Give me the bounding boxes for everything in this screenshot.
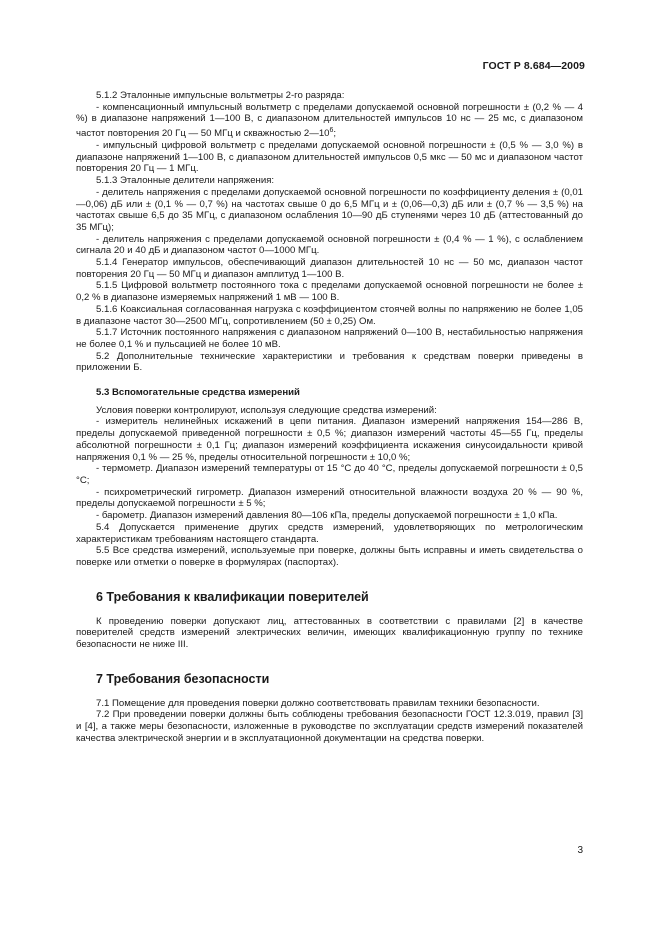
clause-5-1-2-item-b: - импульсный цифровой вольтметр с пределами допускаемой основной погрешности ± (0,5 % — 3,0 %) в диапазоне напряжений 1—100 В, с диапазоном длительностей импульсов 0,5 мкс — 50 мс и диапазоном частот повторения 20 Гц — 1 МГц.: [76, 140, 583, 175]
clause-5-1-2-item-a: [76, 102, 583, 140]
clause-5-3-item-a: - измеритель нелинейных искажений в цепи питания. Диапазон измерений напряжения 154—286 В, пределы допускаемой приведенной погрешности ± 0,5 %; диапазон измерений частоты 45—55 Гц, пределы абсолютной погрешности ± 0,1 Гц; диапазон измерений коэффициента искажения синусоидальности кривой напряжения 0,1 % — 25 %, пределы относительной погрешности ± 10,0 %;: [76, 416, 583, 463]
clause-5-1-6: 5.1.6 Коаксиальная согласованная нагрузка с коэффициентом стоячей волны по напряжению не более 1,05 в диапазоне частот 30—2500 МГц, сопротивлением (50 ± 0,25) Ом.: [76, 303, 583, 327]
clause-5-1-3-title: 5.1.3 Эталонные делители напряжения:: [96, 175, 275, 187]
clause-5-1-5: 5.1.5 Цифровой вольтметр постоянного тока с пределами допускаемой основной погрешности не более ± 0,2 % в диапазоне измеряемых напряжений 1 мВ — 100 В.: [76, 280, 583, 304]
clause-5-1-2-item-a-text: - компенсационный импульсный вольтметр с пределами допускаемой основной погрешности ± (0,2 % — 4 %) в диапазоне напряжений 1—100 В, с диапазоном длительностей импульсов 10 нс — 25 мс, с диапазоном частот повторения 20 Гц — 50 МГц и скважностью 2—10: [76, 101, 583, 140]
clause-5-1-2-title: 5.1.2 Эталонные импульсные вольтметры 2-го разряда:: [96, 90, 345, 101]
clause-7-1: 7.1 Помещение для проведения поверки должно соответствовать правилам техники безопасности.: [96, 697, 540, 709]
superscript-exponent: 6: [329, 127, 334, 135]
clause-5-1-2-item-a-end: ;: [333, 128, 337, 140]
clause-5-1-4: 5.1.4 Генератор импульсов, обеспечивающий диапазон длительностей 10 нс — 50 мс, диапазон частот повторения 20 Гц — 50 МГц и диапазон амплитуд 1—100 В.: [76, 257, 583, 280]
clause-7-2: 7.2 При проведении поверки должны быть соблюдены требования безопасности ГОСТ 12.3.019, правил [3] и [4], а также меры безопасности, изложенные в руководстве по эксплуатации средств измерений показателей качества электрической энергии и в эксплуатационной документации на средства поверки.: [76, 709, 583, 744]
document-body: [76, 90, 583, 745]
section-7-title: 7 Требования безопасности: [96, 671, 270, 686]
section-6-title: 6 Требования к квалификации поверителей: [96, 589, 369, 604]
clause-5-3-item-b: - термометр. Диапазон измерений температуры от 15 °С до 40 °С, пределы допускаемой погрешности ± 0,5 °С;: [76, 463, 583, 486]
clause-5-1-7: 5.1.7 Источник постоянного напряжения с диапазоном напряжений 0—100 В, нестабильностью напряжения не более 0,1 % и пульсацией не более 10 мВ.: [76, 327, 583, 350]
section-6-paragraph: К проведению поверки допускают лиц, аттестованных в соответствии с правилами [2] в качестве поверителей средств измерений электрических величин, имеющих квалификационную группу по технике безопасности не ниже III.: [76, 615, 583, 651]
subsection-5-3-title: 5.3 Вспомогательные средства измерений: [96, 387, 300, 399]
clause-5-3-intro: Условия поверки контролируют, используя следующие средства измерений:: [96, 404, 437, 416]
clause-5-1-3-item-b: - делитель напряжения с пределами допускаемой основной погрешности ± (0,4 % — 1 %), с ослаблением сигнала 20 и 40 дБ и диапазоном частот 0—1000 МГц.: [76, 233, 583, 257]
page-number: 3: [577, 845, 583, 856]
document-code: ГОСТ Р 8.684—2009: [482, 60, 585, 72]
clause-5-3-item-d: - барометр. Диапазон измерений давления 80—106 кПа, пределы допускаемой погрешности ± 1,0 кПа.: [96, 510, 558, 522]
clause-5-4: 5.4 Допускается применение других средств измерений, удовлетворяющих по метрологическим характеристикам требованиям настоящего стандарта.: [76, 521, 583, 545]
clause-5-3-item-c: - психрометрический гигрометр. Диапазон измерений относительной влажности воздуха 20 % — 90 %, пределы допускаемой погрешности ± 5 %;: [76, 486, 583, 510]
clause-5-1-3-item-a: - делитель напряжения с пределами допускаемой основной погрешности по коэффициенту деления ± (0,01—0,06) дБ или ± (0,1 % — 0,7 %) на частотах свыше 0 до 6,5 МГц и ± (0,06—0,3) дБ или ± (0,7 % — 3,5 %) на частотах свыше 6,5 до 35 МГц, с диапазоном ослабления 10—90 дБ ступенями через 10 дБ (аттестованный до 35 МГц);: [76, 186, 583, 233]
clause-5-5: 5.5 Все средства измерений, используемые при поверке, должны быть исправны и иметь свидетельства о поверке или отметки о поверке в формулярах (паспортах).: [76, 545, 583, 568]
clause-5-2: 5.2 Дополнительные технические характеристики и требования к средствам поверки приведены в приложении Б.: [76, 350, 583, 374]
